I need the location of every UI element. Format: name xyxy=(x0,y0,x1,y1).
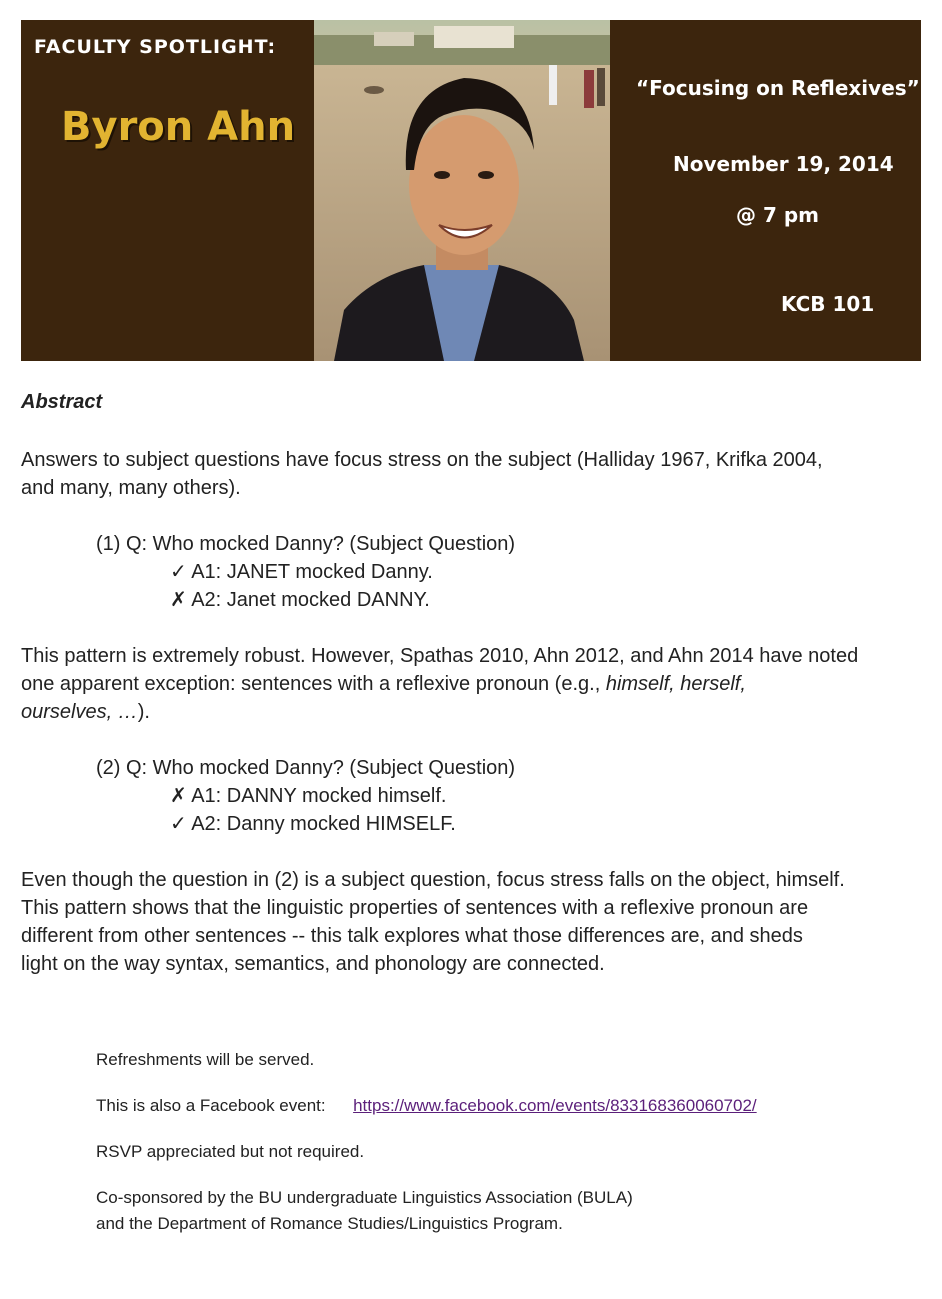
rsvp-note: RSVP appreciated but not required. xyxy=(96,1142,365,1161)
para3-line4: light on the way syntax, semantics, and phonology are connected. xyxy=(21,953,605,975)
cosponsor-line-1: Co-sponsored by the BU undergraduate Linguistics Association (BULA) xyxy=(96,1188,633,1207)
abstract-paragraph-1 xyxy=(21,446,921,502)
example-1-answer-1: ✓ A1: JANET mocked Danny. xyxy=(170,561,433,583)
speaker-name: Byron Ahn xyxy=(61,104,296,150)
abstract-heading: Abstract xyxy=(21,391,103,413)
speaker-photo-illustration xyxy=(314,20,610,361)
refreshments-note: Refreshments will be served. xyxy=(96,1050,315,1069)
para3-line1: Even though the question in (2) is a subject question, focus stress falls on the object, himself. xyxy=(21,869,845,891)
abstract-paragraph-2 xyxy=(21,642,921,726)
speaker-photo xyxy=(314,20,610,361)
example-1-answer-2: ✗ A2: Janet mocked DANNY. xyxy=(170,589,430,611)
para1-line2: and many, many others). xyxy=(21,477,241,499)
para2-line3-italic: ourselves, … xyxy=(21,701,138,723)
event-date: November 19, 2014 xyxy=(673,152,894,176)
cosponsor-note xyxy=(96,1185,633,1237)
para2-line1: This pattern is extremely robust. However, Spathas 2010, Ahn 2012, and Ahn 2014 have noted xyxy=(21,645,859,667)
event-time: @ 7 pm xyxy=(736,203,819,227)
event-banner xyxy=(21,20,921,361)
abstract-paragraph-3 xyxy=(21,866,921,978)
para3-line2: This pattern shows that the linguistic properties of sentences with a reflexive pronoun are xyxy=(21,897,809,919)
facebook-event-line xyxy=(96,1093,757,1119)
para2-line2 xyxy=(21,670,921,698)
example-2-answer-1: ✗ A1: DANNY mocked himself. xyxy=(170,785,447,807)
para1-line1: Answers to subject questions have focus stress on the subject (Halliday 1967, Krifka 2004, xyxy=(21,449,823,471)
para2-line3 xyxy=(21,698,921,726)
talk-title: “Focusing on Reflexives” xyxy=(636,76,920,100)
faculty-spotlight-label: FACULTY SPOTLIGHT: xyxy=(34,36,277,58)
facebook-event-label: This is also a Facebook event: xyxy=(96,1096,326,1115)
para2-line3-end: ). xyxy=(137,701,150,723)
para2-line2-italic: himself, herself, xyxy=(605,673,746,695)
facebook-event-link[interactable]: https://www.facebook.com/events/833168360060702/ xyxy=(353,1096,757,1115)
example-1-question: (1) Q: Who mocked Danny? (Subject Question) xyxy=(96,533,516,555)
para2-line2-plain: one apparent exception: sentences with a reflexive pronoun (e.g., xyxy=(21,673,606,695)
para3-line3: different from other sentences -- this talk explores what those differences are, and sheds xyxy=(21,925,803,947)
cosponsor-line-2: and the Department of Romance Studies/Linguistics Program. xyxy=(96,1214,563,1233)
example-2-answer-2: ✓ A2: Danny mocked HIMSELF. xyxy=(170,813,456,835)
event-location: KCB 101 xyxy=(781,292,875,316)
example-2-question: (2) Q: Who mocked Danny? (Subject Question) xyxy=(96,757,516,779)
